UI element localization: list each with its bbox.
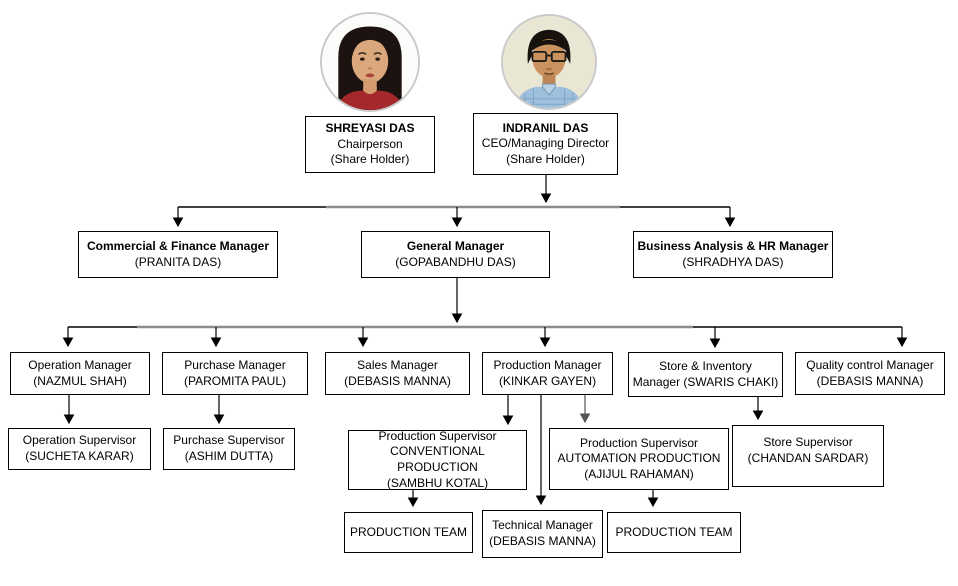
ceo-photo bbox=[501, 14, 597, 110]
person-name: (DEBASIS MANNA) bbox=[344, 373, 451, 388]
role-title: Production Supervisor bbox=[579, 435, 699, 450]
node-technical-manager bbox=[482, 510, 603, 558]
node-store-inventory-manager bbox=[628, 352, 783, 397]
node-production-supervisor-automation bbox=[549, 428, 729, 490]
woman-portrait-icon bbox=[322, 14, 418, 110]
role-title-line1: Store & Inventory bbox=[659, 358, 752, 373]
person-role: Chairperson bbox=[337, 136, 403, 151]
node-ceo bbox=[473, 113, 618, 175]
role-title: Operation Supervisor bbox=[22, 433, 137, 448]
role-title: General Manager bbox=[406, 238, 505, 253]
person-name: (GOPABANDHU DAS) bbox=[395, 254, 516, 269]
role-title: Sales Manager bbox=[357, 357, 438, 372]
person-name: (SUCHETA KARAR) bbox=[25, 449, 134, 463]
person-name: (SHRADHYA DAS) bbox=[682, 254, 784, 269]
node-production-team-right bbox=[607, 512, 741, 553]
team-label: PRODUCTION TEAM bbox=[349, 524, 468, 539]
node-operation-manager bbox=[10, 352, 150, 395]
man-portrait-icon bbox=[503, 16, 595, 108]
node-production-team-left bbox=[344, 512, 473, 553]
role-title: Commercial & Finance Manager bbox=[86, 238, 270, 253]
role-title: Store Supervisor bbox=[763, 435, 853, 449]
node-sales-manager bbox=[325, 352, 470, 395]
node-business-analysis-hr-manager bbox=[633, 231, 833, 278]
role-title: Purchase Manager bbox=[184, 357, 286, 372]
role-title: Quality control Manager bbox=[806, 357, 934, 372]
node-store-supervisor bbox=[732, 425, 884, 487]
role-title: Business Analysis & HR Manager bbox=[637, 238, 829, 253]
person-name: SHREYASI DAS bbox=[325, 121, 415, 136]
person-name: (KINKAR GAYEN) bbox=[498, 373, 597, 388]
node-general-manager bbox=[361, 231, 550, 278]
role-title: Production Manager bbox=[493, 357, 602, 372]
node-chairperson bbox=[305, 116, 435, 173]
person-name: (CHANDAN SARDAR) bbox=[747, 450, 869, 465]
node-purchase-manager bbox=[162, 352, 308, 395]
role-title: Production Supervisor bbox=[378, 428, 497, 443]
role-title: Purchase Supervisor bbox=[173, 433, 285, 448]
person-note: (Share Holder) bbox=[330, 152, 410, 167]
person-name: (SAMBHU KOTAL) bbox=[386, 475, 489, 490]
person-role: CEO/Managing Director bbox=[481, 136, 610, 151]
person-name: (PRANITA DAS) bbox=[134, 254, 222, 269]
chairperson-photo bbox=[320, 12, 420, 112]
person-name: INDRANIL DAS bbox=[502, 120, 589, 135]
person-note: (Share Holder) bbox=[506, 151, 585, 166]
person-name: (NAZMUL SHAH) bbox=[33, 373, 127, 388]
node-commercial-finance-manager bbox=[78, 231, 278, 278]
role-title: Technical Manager bbox=[492, 518, 593, 533]
node-production-supervisor-conventional bbox=[348, 430, 527, 490]
node-quality-control-manager bbox=[795, 352, 945, 395]
person-name: (DEBASIS MANNA) bbox=[489, 534, 596, 548]
role-title: Operation Manager bbox=[28, 357, 132, 372]
role-dept: AUTOMATION PRODUCTION bbox=[557, 451, 721, 466]
person-name: (DEBASIS MANNA) bbox=[816, 373, 924, 388]
node-production-manager bbox=[482, 352, 613, 395]
person-name: (ASHIM DUTTA) bbox=[184, 449, 274, 463]
node-operation-supervisor bbox=[8, 428, 151, 470]
team-label: PRODUCTION TEAM bbox=[615, 524, 733, 539]
role-dept: CONVENTIONAL PRODUCTION bbox=[390, 444, 485, 474]
node-purchase-supervisor bbox=[163, 428, 295, 470]
person-name: (AJIJUL RAHAMAN) bbox=[584, 466, 694, 481]
role-title-line2: Manager (SWARIS CHAKI) bbox=[632, 374, 779, 389]
person-name: (PAROMITA PAUL) bbox=[183, 373, 286, 388]
